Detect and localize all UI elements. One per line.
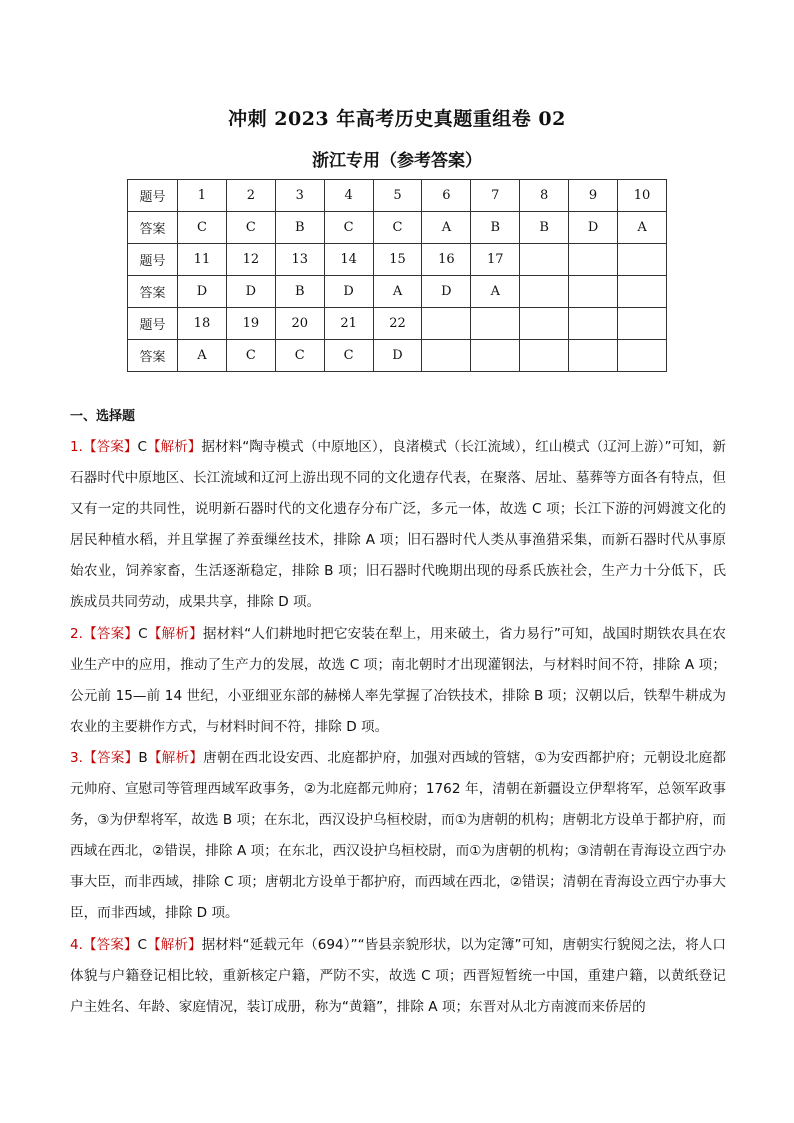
question-number: 2. (70, 625, 83, 642)
table-cell: C (275, 340, 324, 372)
table-row-header: 答案 (128, 276, 178, 308)
table-cell: 1 (178, 180, 227, 212)
question-explanation (70, 619, 726, 743)
table-cell (618, 276, 667, 308)
table-cell: 8 (520, 180, 569, 212)
table-cell: C (373, 212, 422, 244)
answer-letter: C (138, 625, 148, 642)
section-heading: 一、选择题 (70, 409, 136, 424)
table-cell: A (178, 340, 227, 372)
table-cell: 2 (226, 180, 275, 212)
table-cell: A (471, 276, 520, 308)
table-cell: D (226, 276, 275, 308)
table-row (128, 244, 667, 276)
page-subtitle: 浙江专用（参考答案） (312, 151, 482, 171)
answer-letter: C (137, 936, 148, 953)
table-cell: 5 (373, 180, 422, 212)
table-cell: B (275, 276, 324, 308)
analysis-tag: 【解析】 (147, 936, 202, 953)
table-cell: B (471, 212, 520, 244)
table-cell (569, 244, 618, 276)
table-row-header: 题号 (128, 244, 178, 276)
table-cell: 3 (275, 180, 324, 212)
table-cell: 6 (422, 180, 471, 212)
explanation-text: 据材料“陶寺模式（中原地区），良渚模式（长江流域），红山模式（辽河上游）”可知，新石器时代中原地区、长江流域和辽河上游出现不同的文化遗存代表，在聚落、居址、墓葬等方面各有特点，但又有一定的共同性，说明新石器时代的文化遗存分布广泛，多元一体，故选 C 项；长江下游的河姆渡文化的居民种植水稻，并且掌握了养蚕缫丝技术，排除 A 项；旧石器时代人类从事渔猎采集，而新石器时代从事原始农业，饲养家畜，生活逐渐稳定，排除 B 项；旧石器时代晚期出现的母系氏族社会，生产力十分低下，氏族成员共同劳动，成果共享，排除 D 项。 (70, 439, 726, 611)
table-cell: 13 (275, 244, 324, 276)
table-cell: C (178, 212, 227, 244)
answer-letter: C (137, 439, 147, 455)
table-cell: D (324, 276, 373, 308)
table-cell (618, 340, 667, 372)
table-row-header: 题号 (128, 308, 178, 340)
table-cell: 19 (226, 308, 275, 340)
table-cell (471, 308, 520, 340)
table-cell: 11 (178, 244, 227, 276)
table-row (128, 308, 667, 340)
table-cell (569, 276, 618, 308)
question-list (70, 432, 726, 1023)
table-cell: C (324, 340, 373, 372)
table-cell: 15 (373, 244, 422, 276)
analysis-tag: 【解析】 (147, 625, 203, 642)
table-cell (520, 308, 569, 340)
table-cell: C (226, 212, 275, 244)
answer-tag: 【答案】 (82, 625, 139, 642)
content-area (70, 405, 726, 1023)
question-explanation (70, 930, 726, 1023)
table-cell: D (178, 276, 227, 308)
table-cell: C (324, 212, 373, 244)
table-cell: 4 (324, 180, 373, 212)
explanation-text: 据材料“延载元年（694）”“皆县亲貌形状，以为定簿”可知，唐朝实行貌阅之法，将人口体貌与户籍登记相比较，重新核定户籍，严防不实，故选 C 项；西晋短暂统一中国，重建户籍，以黄纸登记户主姓名、年龄、家庭情况，装订成册，称为“黄籍”，排除 A 项；东晋对从北方南渡而来侨居的 (70, 936, 727, 1015)
table-cell (520, 244, 569, 276)
explanation-text: 唐朝在西北设安西、北庭都护府，加强对西域的管辖，①为安西都护府；元朝设北庭都元帅府、宣慰司等管理西域军政事务，②为北庭都元帅府；1762 年，清朝在新疆设立伊犁将军，总领军政事务，③为伊犁将军，故选 B 项；在东北，西汉设护乌桓校尉，而①为唐朝的机构；唐朝北方设单于都护府，而西域在西北，②错误，排除 A 项；在东北，西汉设护乌桓校尉，而①为唐朝的机构；③清朝在青海设立西宁办事大臣，而非西域，排除 C 项；唐朝北方设单于都护府，而西域在西北，②错误；清朝在青海设立西宁办事大臣，而非西域，排除 D 项。 (70, 749, 727, 922)
analysis-tag: 【解析】 (146, 439, 202, 455)
answer-tag: 【答案】 (82, 439, 138, 455)
table-row-header: 题号 (128, 180, 178, 212)
table-cell: 10 (618, 180, 667, 212)
table-row-header: 答案 (128, 212, 178, 244)
question-explanation (70, 432, 726, 619)
table-row (128, 276, 667, 308)
question-number: 3. (70, 749, 83, 766)
answer-table (127, 179, 667, 372)
table-cell (422, 308, 471, 340)
table-cell: A (422, 212, 471, 244)
table-row (128, 340, 667, 372)
answer-letter: B (138, 749, 148, 766)
table-cell: 22 (373, 308, 422, 340)
table-row (128, 180, 667, 212)
table-cell: 14 (324, 244, 373, 276)
table-cell: 17 (471, 244, 520, 276)
table-cell: C (226, 340, 275, 372)
table-cell: 9 (569, 180, 618, 212)
table-cell: A (618, 212, 667, 244)
analysis-tag: 【解析】 (147, 749, 204, 766)
question-number: 1. (70, 439, 83, 455)
table-cell: D (422, 276, 471, 308)
answer-tag: 【答案】 (82, 749, 139, 766)
table-cell: B (520, 212, 569, 244)
table-cell (569, 340, 618, 372)
table-cell: 18 (178, 308, 227, 340)
table-cell (520, 340, 569, 372)
table-row (128, 212, 667, 244)
table-cell (618, 308, 667, 340)
table-cell: B (275, 212, 324, 244)
table-cell: 20 (275, 308, 324, 340)
table-cell (422, 340, 471, 372)
table-cell (618, 244, 667, 276)
table-cell: D (373, 340, 422, 372)
question-explanation (70, 743, 726, 930)
page-title: 冲刺 2023 年高考历史真题重组卷 02 (228, 108, 566, 130)
answer-tag: 【答案】 (82, 936, 138, 953)
table-row-header: 答案 (128, 340, 178, 372)
table-cell: 16 (422, 244, 471, 276)
table-cell: D (569, 212, 618, 244)
table-cell: A (373, 276, 422, 308)
explanation-text: 据材料“人们耕地时把它安装在犁上，用来破土，省力易行”可知，战国时期铁农具在农业生产中的应用，推动了生产力的发展，故选 C 项；南北朝时才出现灌钢法，与材料时间不符，排除 A 项；公元前 15—前 14 世纪，小亚细亚东部的赫梯人率先掌握了冶铁技术，排除 B 项；汉朝以后，铁犁牛耕成为农业的主要耕作方式，与材料时间不符，排除 D 项。 (70, 625, 727, 735)
table-cell (471, 340, 520, 372)
table-cell: 12 (226, 244, 275, 276)
table-cell: 21 (324, 308, 373, 340)
table-cell (569, 308, 618, 340)
question-number: 4. (70, 936, 83, 953)
table-cell (520, 276, 569, 308)
table-cell: 7 (471, 180, 520, 212)
